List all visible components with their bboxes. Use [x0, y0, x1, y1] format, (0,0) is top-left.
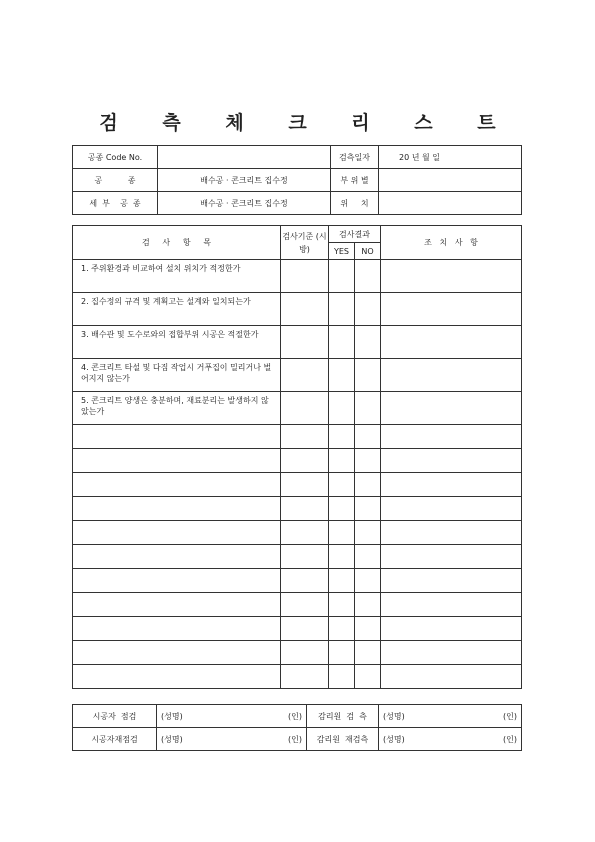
yes-cell[interactable]	[329, 425, 355, 449]
supervisor-name: (성명)	[383, 711, 405, 721]
table-row	[73, 641, 522, 665]
table-row	[73, 260, 522, 293]
inspect-date-label: 검측일자	[331, 146, 379, 169]
page-title: 검 측 체 크 리 스 트	[99, 112, 515, 134]
item-cell[interactable]	[73, 521, 281, 545]
standard-cell[interactable]	[281, 593, 329, 617]
sub-work-value[interactable]: 배수공 · 콘크리트 집수정	[158, 192, 331, 215]
action-cell[interactable]	[381, 641, 522, 665]
action-cell[interactable]	[381, 593, 522, 617]
col-item-header: 검 사 항 목	[73, 226, 281, 260]
no-cell[interactable]	[355, 293, 381, 326]
yes-cell[interactable]	[329, 293, 355, 326]
no-cell[interactable]	[355, 593, 381, 617]
yes-cell[interactable]	[329, 359, 355, 392]
table-row	[73, 392, 522, 425]
action-cell[interactable]	[381, 359, 522, 392]
yes-cell[interactable]	[329, 449, 355, 473]
table-row	[73, 326, 522, 359]
yes-cell[interactable]	[329, 545, 355, 569]
yes-cell[interactable]	[329, 665, 355, 689]
table-row	[73, 617, 522, 641]
yes-cell[interactable]	[329, 497, 355, 521]
action-cell[interactable]	[381, 569, 522, 593]
yes-cell[interactable]	[329, 521, 355, 545]
table-row	[73, 473, 522, 497]
item-cell[interactable]	[73, 593, 281, 617]
no-cell[interactable]	[355, 617, 381, 641]
action-cell[interactable]	[381, 425, 522, 449]
checklist-item: 1. 주위환경과 비교하여 설치 위치가 적정한가	[73, 260, 281, 293]
standard-cell[interactable]	[281, 665, 329, 689]
item-cell[interactable]	[73, 665, 281, 689]
yes-cell[interactable]	[329, 260, 355, 293]
no-cell[interactable]	[355, 665, 381, 689]
contractor-seal: (인)	[288, 711, 302, 721]
standard-cell[interactable]	[281, 449, 329, 473]
item-cell[interactable]	[73, 473, 281, 497]
location-label: 위 치	[331, 192, 379, 215]
yes-cell[interactable]	[329, 326, 355, 359]
contractor-recheck-name: (성명)	[161, 734, 183, 744]
checklist-table	[72, 225, 522, 689]
contractor-recheck-label: 시공자재점검	[73, 728, 157, 751]
action-cell[interactable]	[381, 449, 522, 473]
work-type-label: 공 종	[73, 169, 158, 192]
work-code-label: 공종 Code No.	[73, 146, 158, 169]
supervisor-recheck-sign-field[interactable]	[379, 728, 522, 751]
standard-cell[interactable]	[281, 260, 329, 293]
standard-cell[interactable]	[281, 569, 329, 593]
checklist-item: 4. 콘크리트 타설 및 다짐 작업시 거푸집이 밀리거나 벌어지지 않는가	[73, 359, 281, 392]
item-cell[interactable]	[73, 425, 281, 449]
standard-cell[interactable]	[281, 425, 329, 449]
standard-cell[interactable]	[281, 359, 329, 392]
col-result-header: 검사결과	[329, 226, 381, 243]
table-row	[73, 497, 522, 521]
no-cell[interactable]	[355, 359, 381, 392]
contractor-name: (성명)	[161, 711, 183, 721]
item-cell[interactable]	[73, 641, 281, 665]
action-cell[interactable]	[381, 260, 522, 293]
inspect-date-value[interactable]: 20 년 월 일	[379, 146, 522, 169]
action-cell[interactable]	[381, 326, 522, 359]
checklist-item: 2. 집수정의 규격 및 계획고는 설계와 일치되는가	[73, 293, 281, 326]
yes-cell[interactable]	[329, 392, 355, 425]
table-row	[73, 593, 522, 617]
contractor-sign-field[interactable]	[157, 705, 307, 728]
standard-cell[interactable]	[281, 641, 329, 665]
no-cell[interactable]	[355, 392, 381, 425]
table-row	[73, 569, 522, 593]
supervisor-seal: (인)	[503, 711, 517, 721]
yes-cell[interactable]	[329, 569, 355, 593]
supervisor-check-label: 감리원 검 측	[307, 705, 379, 728]
no-cell[interactable]	[355, 521, 381, 545]
no-cell[interactable]	[355, 326, 381, 359]
no-cell[interactable]	[355, 473, 381, 497]
table-row	[73, 449, 522, 473]
standard-cell[interactable]	[281, 326, 329, 359]
action-cell[interactable]	[381, 293, 522, 326]
table-row	[73, 293, 522, 326]
action-cell[interactable]	[381, 473, 522, 497]
part-value[interactable]	[379, 169, 522, 192]
yes-cell[interactable]	[329, 593, 355, 617]
yes-cell[interactable]	[329, 617, 355, 641]
no-cell[interactable]	[355, 641, 381, 665]
checklist-item: 3. 배수관 및 도수로와의 접합부위 시공은 적절한가	[73, 326, 281, 359]
checklist-item: 5. 콘크리트 양생은 충분하며, 재료분리는 발생하지 않았는가	[73, 392, 281, 425]
item-cell[interactable]	[73, 497, 281, 521]
item-cell[interactable]	[73, 617, 281, 641]
contractor-recheck-sign-field[interactable]	[157, 728, 307, 751]
supervisor-recheck-seal: (인)	[503, 734, 517, 744]
work-code-value[interactable]	[158, 146, 331, 169]
supervisor-recheck-name: (성명)	[383, 734, 405, 744]
no-cell[interactable]	[355, 449, 381, 473]
item-cell[interactable]	[73, 449, 281, 473]
header-table	[72, 145, 522, 215]
standard-cell[interactable]	[281, 392, 329, 425]
standard-cell[interactable]	[281, 521, 329, 545]
supervisor-recheck-label: 감리원 재검측	[307, 728, 379, 751]
col-action-header: 조 치 사 항	[381, 226, 522, 260]
table-row	[73, 425, 522, 449]
part-label: 부 위 별	[331, 169, 379, 192]
signature-table	[72, 704, 522, 751]
yes-cell[interactable]	[329, 641, 355, 665]
contractor-recheck-seal: (인)	[288, 734, 302, 744]
standard-cell[interactable]	[281, 617, 329, 641]
action-cell[interactable]	[381, 617, 522, 641]
table-row	[73, 545, 522, 569]
standard-cell[interactable]	[281, 293, 329, 326]
col-yes-header: YES	[329, 243, 355, 260]
action-cell[interactable]	[381, 497, 522, 521]
no-cell[interactable]	[355, 545, 381, 569]
location-value[interactable]	[379, 192, 522, 215]
table-row	[73, 521, 522, 545]
no-cell[interactable]	[355, 425, 381, 449]
item-cell[interactable]	[73, 569, 281, 593]
table-row	[73, 359, 522, 392]
supervisor-sign-field[interactable]	[379, 705, 522, 728]
item-cell[interactable]	[73, 545, 281, 569]
standard-cell[interactable]	[281, 545, 329, 569]
table-row	[73, 665, 522, 689]
no-cell[interactable]	[355, 569, 381, 593]
col-no-header: NO	[355, 243, 381, 260]
standard-cell[interactable]	[281, 497, 329, 521]
col-standard-header: 검사기준 (시방)	[281, 226, 329, 260]
action-cell[interactable]	[381, 392, 522, 425]
action-cell[interactable]	[381, 521, 522, 545]
yes-cell[interactable]	[329, 473, 355, 497]
contractor-check-label: 시공자 점검	[73, 705, 157, 728]
action-cell[interactable]	[381, 665, 522, 689]
no-cell[interactable]	[355, 260, 381, 293]
action-cell[interactable]	[381, 545, 522, 569]
no-cell[interactable]	[355, 497, 381, 521]
sub-work-label: 세 부 공 종	[73, 192, 158, 215]
standard-cell[interactable]	[281, 473, 329, 497]
work-type-value[interactable]: 배수공 · 콘크리트 집수정	[158, 169, 331, 192]
